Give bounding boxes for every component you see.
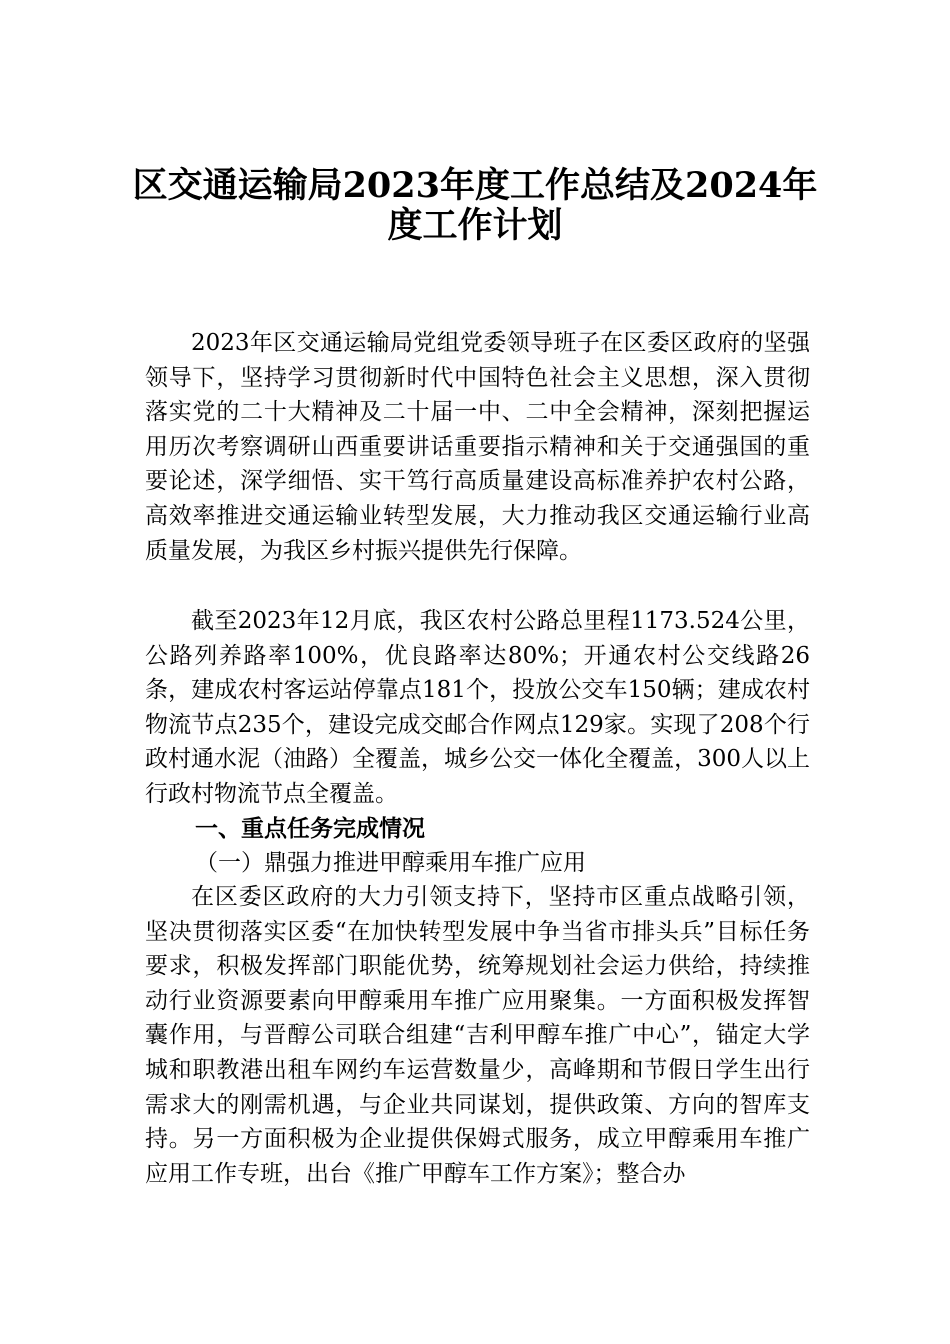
intro-paragraph: 2023年区交通运输局党组党委领导班子在区委区政府的坚强领导下，坚持学习贯彻新时代中国特色社会主义思想，深入贯彻落实党的二十大精神及二十届一中、二中全会精神，深刻把握运用历次考察调研山西重要讲话重要指示精神和关于交通强国的重要论述，深学细悟、实干笃行高质量建设高标准养护农村公路，高效率推进交通运输业转型发展，大力推动我区交通运输行业高质量发展，为我区乡村振兴提供先行保障。 (145, 330, 810, 564)
document-title-line-2: 度工作计划 (387, 205, 563, 246)
subsection-heading-1: （一）鼎强力推进甲醇乘用车推广应用 (195, 850, 586, 876)
statistics-paragraph: 截至2023年12月底，我区农村公路总里程1173.524公里，公路列养路率100%，优良路率达80%；开通农村公交线路26条，建成农村客运站停靠点181个，投放公交车150辆；建成农村物流节点235个，建设完成交邮合作网点129家。实现了208个行政村通水泥（油路）全覆盖，城乡公交一体化全覆盖，300人以上行政村物流节点全覆盖。 (145, 608, 810, 807)
document-title-line-1: 区交通运输局2023年度工作总结及2024年 (132, 165, 818, 206)
methanol-vehicle-paragraph: 在区委区政府的大力引领支持下，坚持市区重点战略引领，坚决贯彻落实区委“在加快转型发展中争当省市排头兵”目标任务要求，积极发挥部门职能优势，统筹规划社会运力供给，持续推动行业资源要素向甲醇乘用车推广应用聚集。一方面积极发挥智囊作用，与晋醇公司联合组建“吉利甲醇车推广中心”，锚定大学城和职教港出租车网约车运营数量少，高峰期和节假日学生出行需求大的刚需机遇，与企业共同谋划，提供政策、方向的智库支持。另一方面积极为企业提供保姆式服务，成立甲醇乘用车推广应用工作专班，出台《推广甲醇车工作方案》；整合办 (145, 884, 810, 1187)
section-heading-1: 一、重点任务完成情况 (195, 816, 425, 842)
